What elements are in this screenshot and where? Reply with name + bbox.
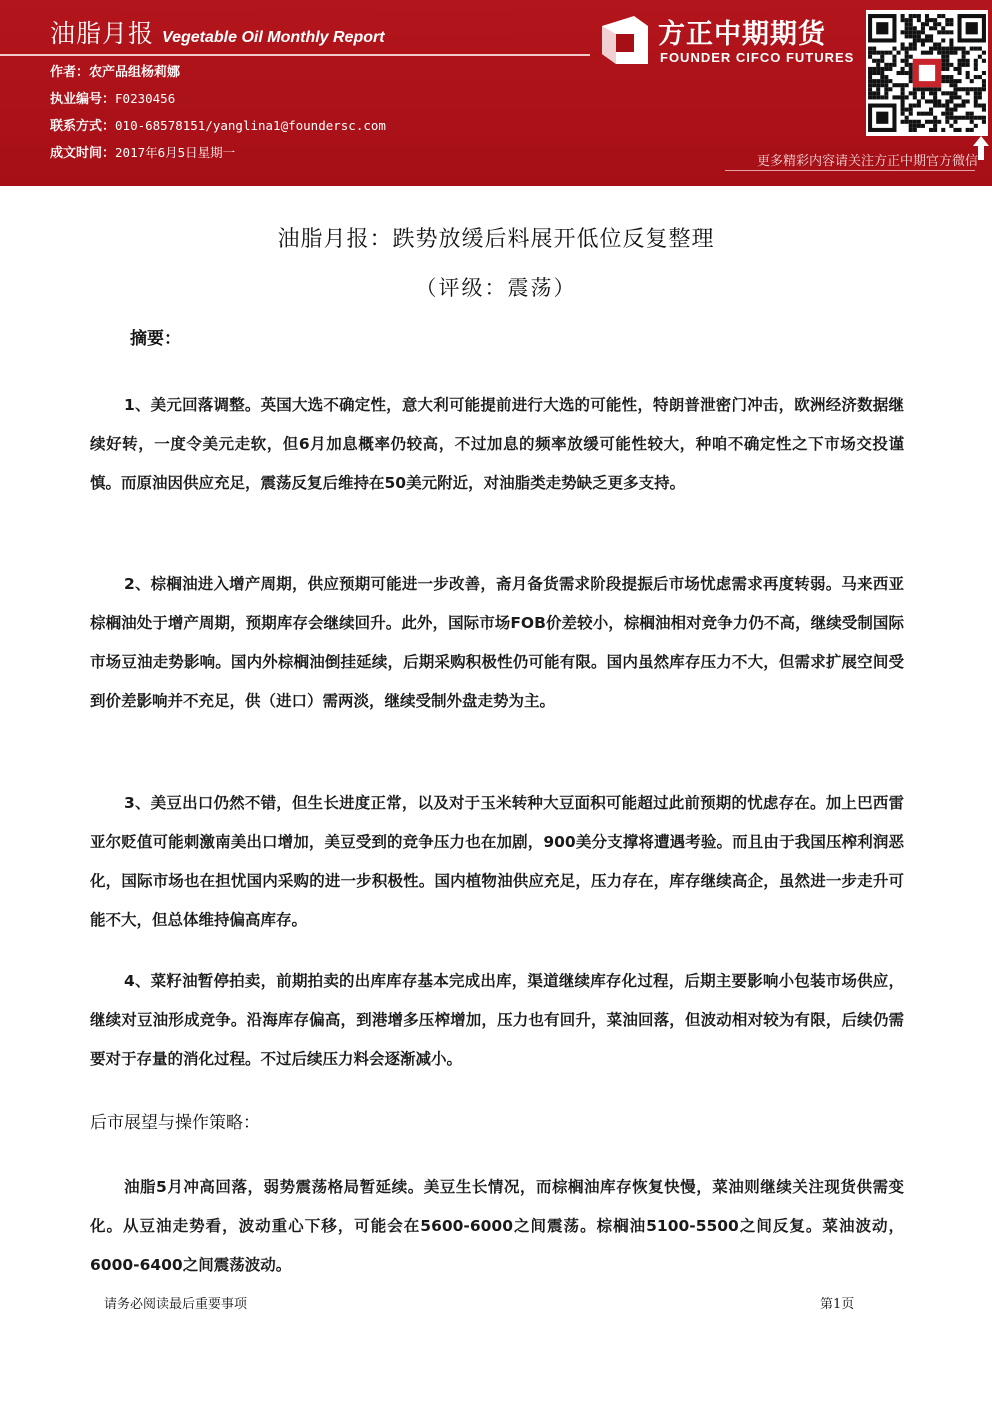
report-header-band xyxy=(0,0,992,186)
company-logo xyxy=(600,10,855,68)
logo-text-cn: 方正中期期货 xyxy=(658,19,826,50)
wechat-follow-note: 更多精彩内容请关注方正中期官方微信 xyxy=(756,154,978,169)
meta-date: 成文时间：2017年6月5日星期一 xyxy=(50,145,236,161)
page-number: 第1页 xyxy=(820,1297,855,1312)
note-divider xyxy=(725,170,975,171)
outlook-paragraph: 油脂5月冲高回落，弱势震荡格局暂延续。美豆生长情况，而棕榈油库存恢复快慢，菜油则继续关注现货供需变化。从豆油走势看，波动重心下移，可能会在5600-6000之间震荡。棕榈油5100-5500之间反复。菜油波动，6000-6400之间震荡波动。 xyxy=(90,1178,904,1274)
title-divider xyxy=(0,54,590,56)
document-title: 油脂月报：跌势放缓后料展开低位反复整理 xyxy=(277,227,715,252)
report-title-cn: 油脂月报 xyxy=(50,19,155,48)
footer-disclaimer: 请务必阅读最后重要事项 xyxy=(104,1297,248,1312)
founder-logo-icon xyxy=(602,16,648,64)
meta-license: 执业编号：F0230456 xyxy=(50,91,176,107)
abstract-label: 摘要： xyxy=(130,329,181,349)
abstract-paragraph-1: 1、美元回落调整。英国大选不确定性，意大利可能提前进行大选的可能性，特朗普泄密门冲击，欧洲经济数据继续好转，一度令美元走软，但6月加息概率仍较高，不过加息的频率放缓可能性较大，种咱不确定性之下市场交投谨慎。而原油因供应充足，震荡反复后维持在50美元附近，对油脂类走势缺乏更多支持。 xyxy=(90,396,904,492)
meta-author: 作者：农产品组杨莉娜 xyxy=(50,65,181,80)
abstract-paragraph-4: 4、菜籽油暂停拍卖，前期拍卖的出库库存基本完成出库，渠道继续库存化过程，后期主要影响小包装市场供应，继续对豆油形成竞争。沿海库存偏高，到港增多压榨增加，压力也有回升，菜油回落，但波动相对较为有限，后续仍需要对于存量的消化过程。不过后续压力料会逐渐减小。 xyxy=(90,972,904,1068)
outlook-label: 后市展望与操作策略： xyxy=(90,1113,260,1133)
rating: （评级：震荡） xyxy=(415,276,577,300)
qr-code-icon xyxy=(866,10,988,136)
report-title xyxy=(50,14,385,50)
logo-text-en: FOUNDER CIFCO FUTURES xyxy=(660,50,855,65)
abstract-paragraph-3: 3、美豆出口仍然不错，但生长进度正常，以及对于玉米转种大豆面积可能超过此前预期的忧虑存在。加上巴西雷亚尔贬值可能刺激南美出口增加，美豆受到的竞争压力也在加剧，900美分支撑将遭遇考验。而且由于我国压榨利润恶化，国际市场也在担忧国内采购的进一步积极性。国内植物油供应充足，压力存在，库存继续高企，虽然进一步走升可能不大，但总体维持偏高库存。 xyxy=(90,794,904,929)
meta-contact: 联系方式：010-68578151/yanglina1@foundersc.com xyxy=(50,118,386,134)
abstract-paragraph-2: 2、棕榈油进入增产周期，供应预期可能进一步改善，斋月备货需求阶段提振后市场忧虑需求再度转弱。马来西亚棕榈油处于增产周期，预期库存会继续回升。此外，国际市场FOB价差较小，棕榈油相对竞争力仍不高，继续受制国际市场豆油走势影响。国内外棕榈油倒挂延续，后期采购积极性仍可能有限。国内虽然库存压力不大，但需求扩展空间受到价差影响并不充足，供（进口）需两淡，继续受制外盘走势为主。 xyxy=(90,575,904,710)
report-title-en: Vegetable Oil Monthly Report xyxy=(162,29,385,46)
author-meta xyxy=(50,60,386,167)
